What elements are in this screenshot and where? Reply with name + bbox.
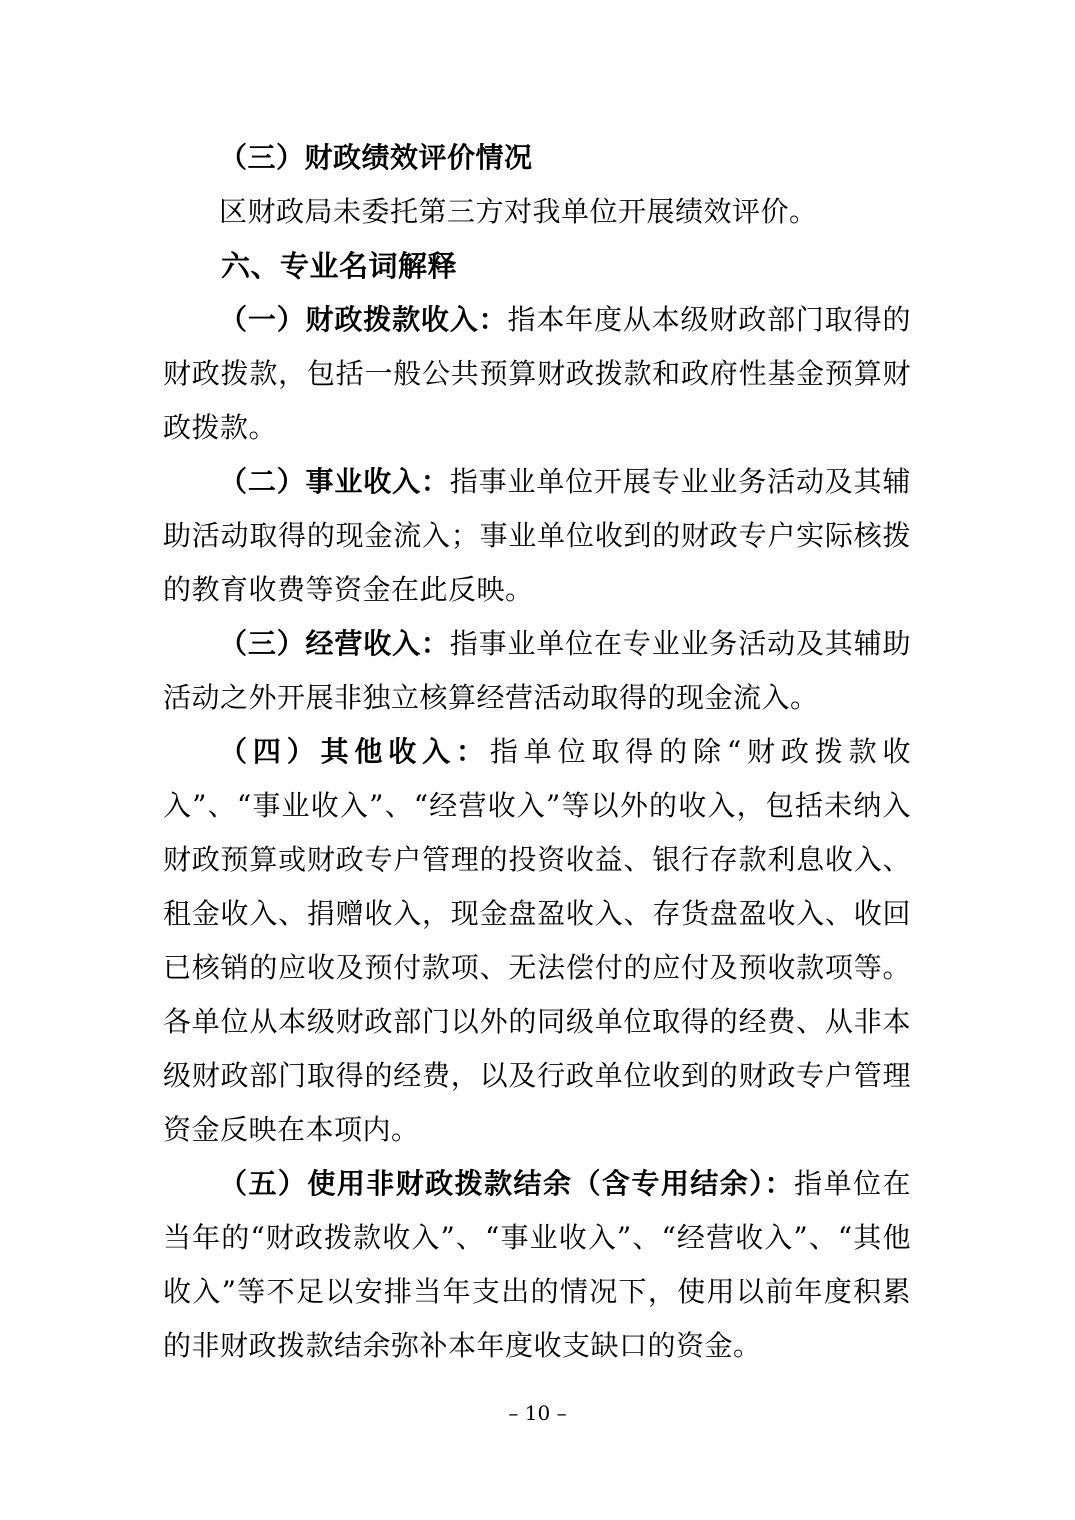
paragraph-def-business-income bbox=[163, 617, 911, 725]
definition-text-non-fiscal-surplus: 指单位在当年的“财政拨款收入”、“事业收入”、“经营收入”、“其他收入”等不足以安排当年支出的情况下，使用以前年度积累的非财政拨款结余弥补本年度收支缺口的资金。 bbox=[163, 1167, 911, 1362]
paragraph-performance-evaluation-statement: 区财政局未委托第三方对我单位开展绩效评价。 bbox=[219, 195, 818, 228]
section-heading-glossary: 六、专业名词解释 bbox=[221, 249, 458, 283]
paragraph-def-non-fiscal-surplus bbox=[163, 1157, 911, 1373]
paragraph-def-other-income bbox=[163, 725, 911, 1157]
term-operating-income: （二）事业收入： bbox=[219, 465, 450, 498]
term-other-income: （四）其他收入： bbox=[219, 735, 490, 768]
paragraph-def-operating-income bbox=[163, 455, 911, 617]
definition-text-business-income: 指事业单位在专业业务活动及其辅助活动之外开展非独立核算经营活动取得的现金流入。 bbox=[163, 627, 911, 714]
definition-text-fiscal-appropriation-income: 指本年度从本级财政部门取得的财政拨款，包括一般公共预算财政拨款和政府性基金预算财政拨款。 bbox=[163, 303, 911, 444]
term-business-income: （三）经营收入： bbox=[219, 627, 450, 660]
term-non-fiscal-surplus: （五）使用非财政拨款结余（含专用结余）： bbox=[219, 1167, 795, 1200]
page-number: – 10 – bbox=[508, 1401, 567, 1425]
document-page bbox=[163, 131, 911, 1373]
definition-text-operating-income: 指事业单位开展专业业务活动及其辅助活动取得的现金流入；事业单位收到的财政专户实际核拨的教育收费等资金在此反映。 bbox=[163, 465, 911, 606]
term-fiscal-appropriation-income: （一）财政拨款收入： bbox=[219, 303, 508, 336]
definition-text-other-income: 指单位取得的除“财政拨款收入”、“事业收入”、“经营收入”等以外的收入，包括未纳入财政预算或财政专户管理的投资收益、银行存款利息收入、租金收入、捐赠收入，现金盘盈收入、存货盘盈收入、收回已核销的应收及预付款项、无法偿付的应付及预收款项等。各单位从本级财政部门以外的同级单位取得的经费、从非本级财政部门取得的经费，以及行政单位收到的财政专户管理资金反映在本项内。 bbox=[163, 735, 911, 1146]
section-heading-fiscal-performance-evaluation: （三）财政绩效评价情况 bbox=[219, 141, 533, 174]
paragraph-def-fiscal-appropriation-income bbox=[163, 293, 911, 455]
